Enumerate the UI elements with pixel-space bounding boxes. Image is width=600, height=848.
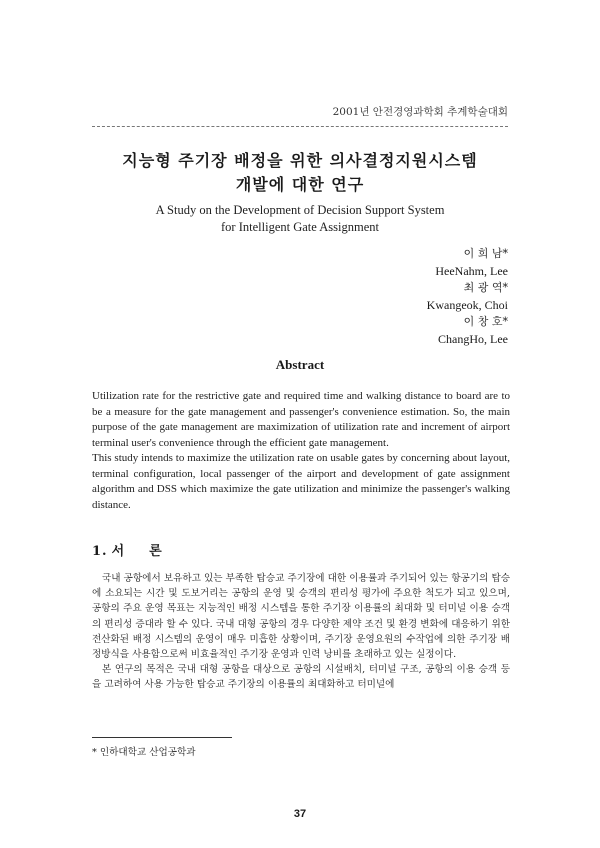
abstract-body (92, 389, 510, 513)
section-1-title-part1: 서 (111, 544, 126, 559)
abstract-heading: Abstract (275, 357, 325, 372)
page-number: 37 (293, 808, 307, 820)
section-1-number: 1. (92, 544, 108, 559)
header-divider (92, 126, 508, 127)
author-2-korean: 최 광 역* (463, 281, 508, 294)
footnote-divider (92, 737, 232, 738)
section-1-paragraph-2: 본 연구의 목적은 국내 대형 공항을 대상으로 공항의 시설배치, 터미널 구조, 공항의 이용 승객 등을 고려하여 사용 가능한 탑승교 주기장의 이용률의 최대화하고 터미널에 (92, 664, 510, 691)
section-1-heading (92, 540, 163, 559)
title-korean-line2: 개발에 대한 연구 (235, 175, 365, 194)
title-english-line1: A Study on the Development of Decision Support System (155, 203, 445, 217)
author-1-english: HeeNahm, Lee (435, 264, 508, 278)
author-2-english: Kwangeok, Choi (426, 298, 508, 312)
conference-header: 2001년 안전경영과학회 추계학술대회 (332, 106, 508, 118)
title-korean-line1: 지능형 주기장 배정을 위한 의사결정지원시스템 (122, 151, 478, 170)
abstract-paragraph-2: This study intends to maximize the utilization rate on usable gates by concerning about layout, terminal configuration, local passenger of the airport and development of gate assignment algorithm and DSS which maximize the gate utilization and minimize the passenger's walking distance. (92, 452, 510, 511)
author-3-english: ChangHo, Lee (438, 332, 508, 346)
author-3-korean: 이 창 호* (463, 315, 508, 328)
section-1-paragraph-1: 국내 공항에서 보유하고 있는 부족한 탑승교 주기장에 대한 이용률과 주기되어 있는 항공기의 탑승에 소요되는 시간 및 도보거리는 공항의 운영 및 승객의 편리성 평가에 주요한 척도가 되고 있으며, 공항의 주요 운영 목표는 지능적인 배정 시스템을 통한 주기장 이용률의 최대화 및 터미널 이용 승객의 편리성 증대라 할 수 있다. 국내 대형 공항의 경우 다양한 제약 조건 및 환경 변화에 대응하기 위한 전산화된 배정 시스템의 운영이 매우 미흡한 상황이며, 주기장 운영요원의 수작업에 의한 주기장 배정방식을 사용함으로써 비효율적인 주기장 운영과 인력 낭비를 초래하고 있는 실정이다. (92, 573, 510, 661)
footnote-affiliation: * 인하대학교 산업공학과 (92, 747, 196, 758)
abstract-paragraph-1: Utilization rate for the restrictive gate and required time and walking distance to board are to be a measure for the gate management and passenger's convenience estimation. So, the main purpose of the gate management are maximization of utilization rate and increment of airport terminal user's convenience through the efficient gate management. (92, 390, 510, 449)
section-1-title-part2: 론 (149, 544, 163, 559)
section-1-body (92, 571, 510, 693)
author-1-korean: 이 희 남* (463, 247, 508, 260)
title-english-line2: for Intelligent Gate Assignment (221, 220, 379, 234)
